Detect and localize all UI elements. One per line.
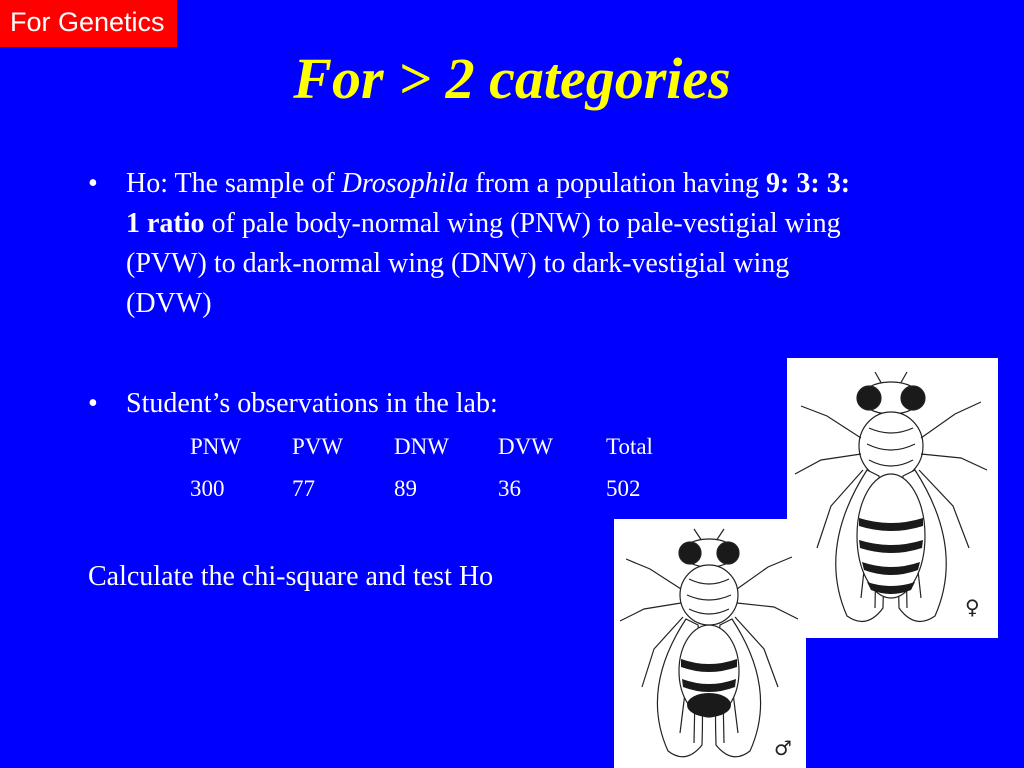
female-fly-image [787,358,998,638]
hypothesis-text [126,164,856,324]
male-symbol: ♂ [774,736,792,760]
male-fly-drawing [614,519,806,768]
hypothesis-intro: Ho: The sample of [126,168,342,199]
header-total: Total [606,434,653,459]
value-dnw: 89 [394,476,417,501]
header-pnw: PNW [190,434,242,459]
instruction-text: Calculate the chi-square and test Ho [88,561,494,592]
species-name: Drosophila [341,168,469,199]
genetics-tag: For Genetics [0,0,177,47]
bullet-marker: • [88,388,98,419]
female-fly-drawing [787,358,998,638]
value-pvw: 77 [292,476,315,501]
slide-title: For > 2 categories [293,46,731,111]
bullet-marker: • [88,168,98,199]
male-fly-image [614,519,806,768]
value-dvw: 36 [498,476,521,501]
header-dvw: DVW [498,434,553,459]
female-symbol: ♀ [965,595,980,619]
ratio-text: 9: 3: 3: 1 ratio [126,168,851,239]
hypothesis-end: of pale body-normal wing (PNW) to pale-vestigial wing (PVW) to dark-normal wing (DNW) to dark-vestigial wing (DVW) [126,208,841,319]
value-pnw: 300 [190,476,225,501]
observations-label: Student’s observations in the lab: [126,388,498,419]
header-pvw: PVW [292,434,344,459]
hypothesis-middle: from a population having [468,168,767,199]
value-total: 502 [606,476,641,501]
header-dnw: DNW [394,434,449,459]
